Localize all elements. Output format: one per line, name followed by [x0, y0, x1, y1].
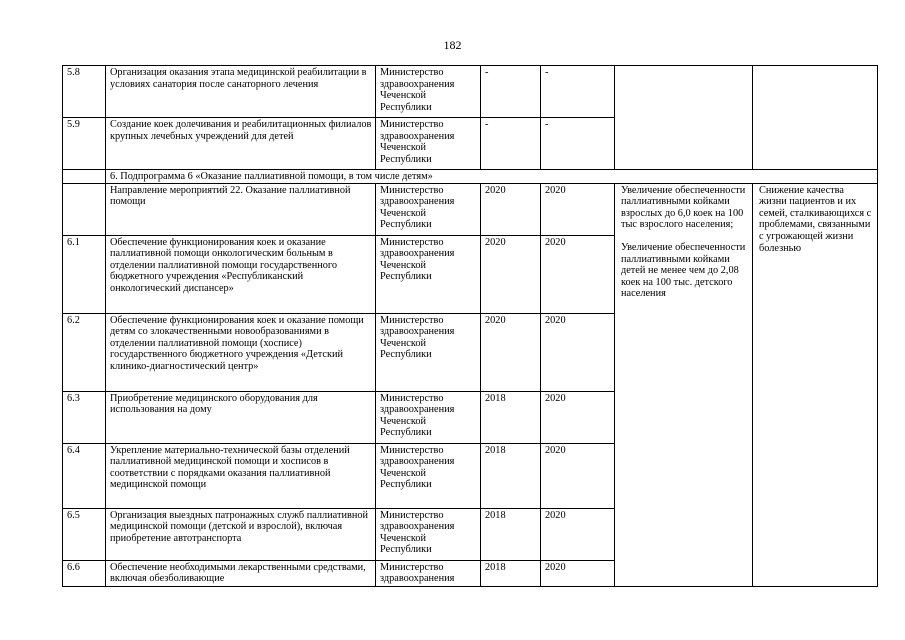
row-number: 6.2 — [63, 313, 106, 391]
measure-name: Укрепление материально-технической базы отделений паллиативной медицинской помощи и хосписов в соответствии с порядками оказания паллиативной медицинской помощи — [106, 443, 376, 508]
end-year: 2020 — [541, 235, 615, 313]
table-row — [63, 183, 878, 235]
end-year: - — [541, 118, 615, 170]
row-number: 5.8 — [63, 66, 106, 118]
measure-name: Организация оказания этапа медицинской реабилитации в условиях санатория после санаторного лечения — [106, 66, 376, 118]
start-year: 2020 — [481, 235, 541, 313]
table-row — [63, 170, 878, 184]
measure-name: Обеспечение необходимыми лекарственными средствами, включая обезболивающие — [106, 560, 376, 586]
executor: Министерство здравоохранения Чеченской Республики — [376, 508, 481, 560]
measures-table — [62, 65, 878, 587]
end-year: 2020 — [541, 313, 615, 391]
start-year: 2018 — [481, 391, 541, 443]
measure-name: Создание коек долечивания и реабилитационных филиалов крупных лечебных учреждений для детей — [106, 118, 376, 170]
subprogram-heading: 6. Подпрограмма 6 «Оказание паллиативной помощи, в том числе детям» — [106, 170, 878, 184]
executor: Министерство здравоохранения Чеченской Республики — [376, 66, 481, 118]
end-year: 2020 — [541, 391, 615, 443]
result-line-children: Увеличение обеспеченности паллиативными койками детей не менее чем до 2,08 коек на 100 тыс. детского населения — [621, 241, 746, 300]
measure-name: Приобретение медицинского оборудования для использования на дому — [106, 391, 376, 443]
end-year: 2020 — [541, 183, 615, 235]
row-number — [63, 170, 106, 184]
row-number — [63, 183, 106, 235]
end-year: 2020 — [541, 508, 615, 560]
page-number: 182 — [443, 38, 462, 52]
start-year: 2018 — [481, 508, 541, 560]
consequence-cell-empty — [753, 66, 878, 170]
end-year: 2020 — [541, 443, 615, 508]
start-year: 2020 — [481, 313, 541, 391]
start-year: 2018 — [481, 443, 541, 508]
consequence: Снижение качества жизни пациентов и их семей, сталкивающихся с проблемами, связанными с угрожающей жизни болезнью — [753, 183, 878, 586]
measure-name: Направление мероприятий 22. Оказание паллиативной помощи — [106, 183, 376, 235]
executor: Министерство здравоохранения Чеченской Республики — [376, 443, 481, 508]
start-year: 2020 — [481, 183, 541, 235]
row-number: 6.5 — [63, 508, 106, 560]
expected-result — [615, 183, 753, 586]
row-number: 6.1 — [63, 235, 106, 313]
start-year: - — [481, 66, 541, 118]
table-row — [63, 66, 878, 118]
measure-name: Обеспечение функционирования коек и оказание помощи детям со злокачественными новообразованиями в отделении паллиативной помощи (хосписе) государственного бюджетного учреждения «Детский клинико-диагностический центр» — [106, 313, 376, 391]
start-year: 2018 — [481, 560, 541, 586]
end-year: 2020 — [541, 560, 615, 586]
measure-name: Обеспечение функционирования коек и оказание паллиативной помощи онкологическим больным в отделении паллиативной помощи государственного бюджетного учреждения «Республиканский онкологический диспансер» — [106, 235, 376, 313]
row-number: 6.4 — [63, 443, 106, 508]
result-line-adults: Увеличение обеспеченности паллиативными койками взрослых до 6,0 коек на 100 тыс взрослого населения; — [621, 184, 746, 231]
executor: Министерство здравоохранения Чеченской Республики — [376, 118, 481, 170]
row-number: 6.6 — [63, 560, 106, 586]
row-number: 6.3 — [63, 391, 106, 443]
result-cell-empty — [615, 66, 753, 170]
executor: Министерство здравоохранения Чеченской Республики — [376, 391, 481, 443]
executor: Министерство здравоохранения Чеченской Республики — [376, 235, 481, 313]
start-year: - — [481, 118, 541, 170]
end-year: - — [541, 66, 615, 118]
executor: Министерство здравоохранения — [376, 560, 481, 586]
executor: Министерство здравоохранения Чеченской Республики — [376, 183, 481, 235]
executor: Министерство здравоохранения Чеченской Республики — [376, 313, 481, 391]
measure-name: Организация выездных патронажных служб паллиативной медицинской помощи (детской и взрослой), включая приобретение автотранспорта — [106, 508, 376, 560]
row-number: 5.9 — [63, 118, 106, 170]
